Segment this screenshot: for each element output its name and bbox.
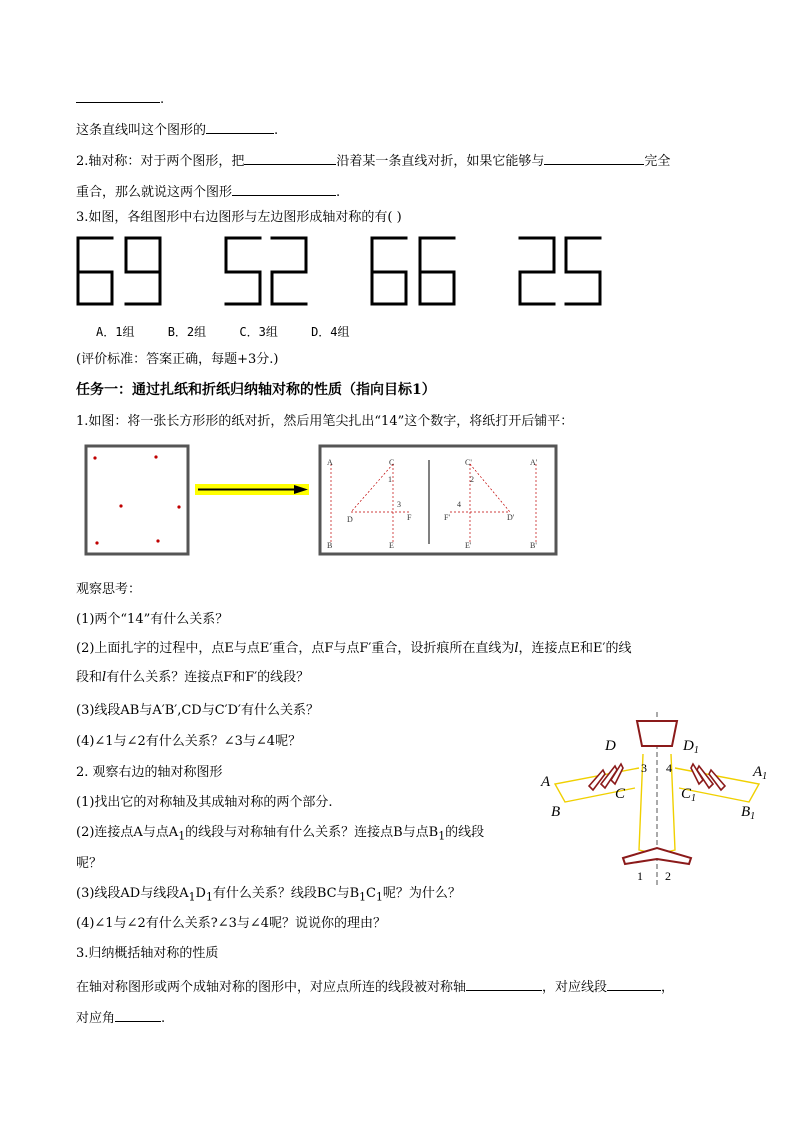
point-label: $A_1$ [753,764,768,782]
answer-blank[interactable] [76,88,160,103]
option-a[interactable]: A．1组 [96,325,135,339]
point-label: B' [530,541,537,550]
scoring-note: (评价标准：答案正确，每题+3分.) [76,352,279,367]
answer-options [96,323,376,341]
observe-q2-cont: 段和l有什么关系？连接点F和F′的线段？ [76,670,310,685]
airplane-figure [535,712,780,890]
observe-heading: 观察思考： [76,582,142,597]
point-label: D [605,738,616,754]
observe-q3: (3)线段AB与A′B′,CD与C′D′有什么关系？ [76,703,319,718]
task-2-q1: (1)找出它的对称轴及其成轴对称的两个部分. [76,795,333,810]
question-2: 2.轴对称：对于两个图形，把 沿着某一条直线对折，如果它能够与 完全 [76,150,670,171]
angle-label: 4 [666,761,672,775]
point-label: F' [444,513,450,522]
tail-wing [623,848,691,864]
digit-6-right [420,238,454,304]
task-1-title: 任务一：通过扎纸和折纸归纳轴对称的性质（指向目标1） [76,382,436,398]
point-label: B [551,804,561,820]
digit-9 [126,238,160,304]
point-label: D' [507,513,515,522]
tail-fin [637,721,677,746]
observe-q4: (4)∠1与∠2有什么关系？∠3与∠4呢？ [76,734,302,749]
point-label: $B_1$ [741,804,756,822]
answer-blank[interactable] [544,150,644,165]
point-label: F [407,513,412,522]
task-1-question-1: 1.如图：将一张长方形形的纸对折，然后用笔尖扎出“14”这个数字，将纸打开后铺平： [76,414,574,429]
point-label: B [327,541,333,550]
answer-blank[interactable] [206,119,274,134]
observe-q1: (1)两个“14”有什么关系？ [76,612,229,627]
axis-definition-line: 这条直线叫这个图形的 . [76,119,278,140]
digit-2 [272,238,306,304]
option-c[interactable]: C．3组 [239,325,278,339]
angle-label: 2 [665,869,671,883]
angle-label: 4 [457,500,461,509]
task-2-q2-cont: 呢？ [76,856,103,871]
task-3-statement: 在轴对称图形或两个成轴对称的图形中，对应点所连的线段被对称轴 ，对应线段 ， [76,976,674,997]
option-b[interactable]: B．2组 [167,325,207,339]
unfolded-paper [320,446,556,554]
angle-label: 2 [470,475,474,484]
digit-2-b [520,238,554,304]
question-3: 3.如图，各组图形中右边图形与左边图形成轴对称的有( ) [76,210,402,225]
task-2-q3: (3)线段AD与线段$A_1D_1$有什么关系？线段BC与$B_1C_1$呢？为什么？ [76,886,461,904]
answer-blank[interactable] [232,181,336,196]
angle-label: 3 [397,500,401,509]
point-label: E [389,541,394,550]
point-label: D [347,515,353,524]
question-2-cont: 重合，那么就说这两个图形 . [76,181,340,202]
answer-blank[interactable] [607,976,661,991]
observe-q2: (2)上面扎字的过程中，点E与点E′重合，点F与点F′重合，设折痕所在直线为l，连接点E和E′的线 [76,641,632,656]
paper-fold-figure [84,444,574,564]
digit-6-left [372,238,406,304]
digit-6 [78,238,112,304]
angle-label: 3 [641,761,647,775]
task-2-q2: (2)连接点A与点$A_1$的线段与对称轴有什么关系？连接点B与点$B_1$的线段 [76,825,485,843]
point-label: C' [465,458,472,467]
angle-label: 1 [637,869,643,883]
task-3-statement-cont: 对应角 . [76,1007,165,1028]
option-d[interactable]: D．4组 [311,325,350,339]
digit-5-b [566,238,600,304]
angle-label: 1 [388,475,392,484]
folded-paper [86,446,188,554]
point-label: A [541,774,551,790]
point-label: A [327,458,333,467]
answer-blank[interactable] [466,976,542,991]
point-label: C [615,786,626,802]
answer-blank[interactable] [115,1007,161,1022]
digit-pairs-figure [76,236,616,308]
answer-blank[interactable] [244,150,336,165]
point-label: E' [465,541,472,550]
blank-line-1: . [76,88,164,109]
point-label: C [389,458,395,467]
point-label: $C_1$ [681,786,697,804]
point-label: A' [530,458,538,467]
task-3-heading: 3.归纳概括轴对称的性质 [76,946,219,961]
task-2-q4: (4)∠1与∠2有什么关系?∠3与∠4呢？说说你的理由？ [76,916,387,931]
digit-5 [226,238,260,304]
point-label: $D_1$ [683,738,699,756]
task-2-heading: 2. 观察右边的轴对称图形 [76,765,223,780]
